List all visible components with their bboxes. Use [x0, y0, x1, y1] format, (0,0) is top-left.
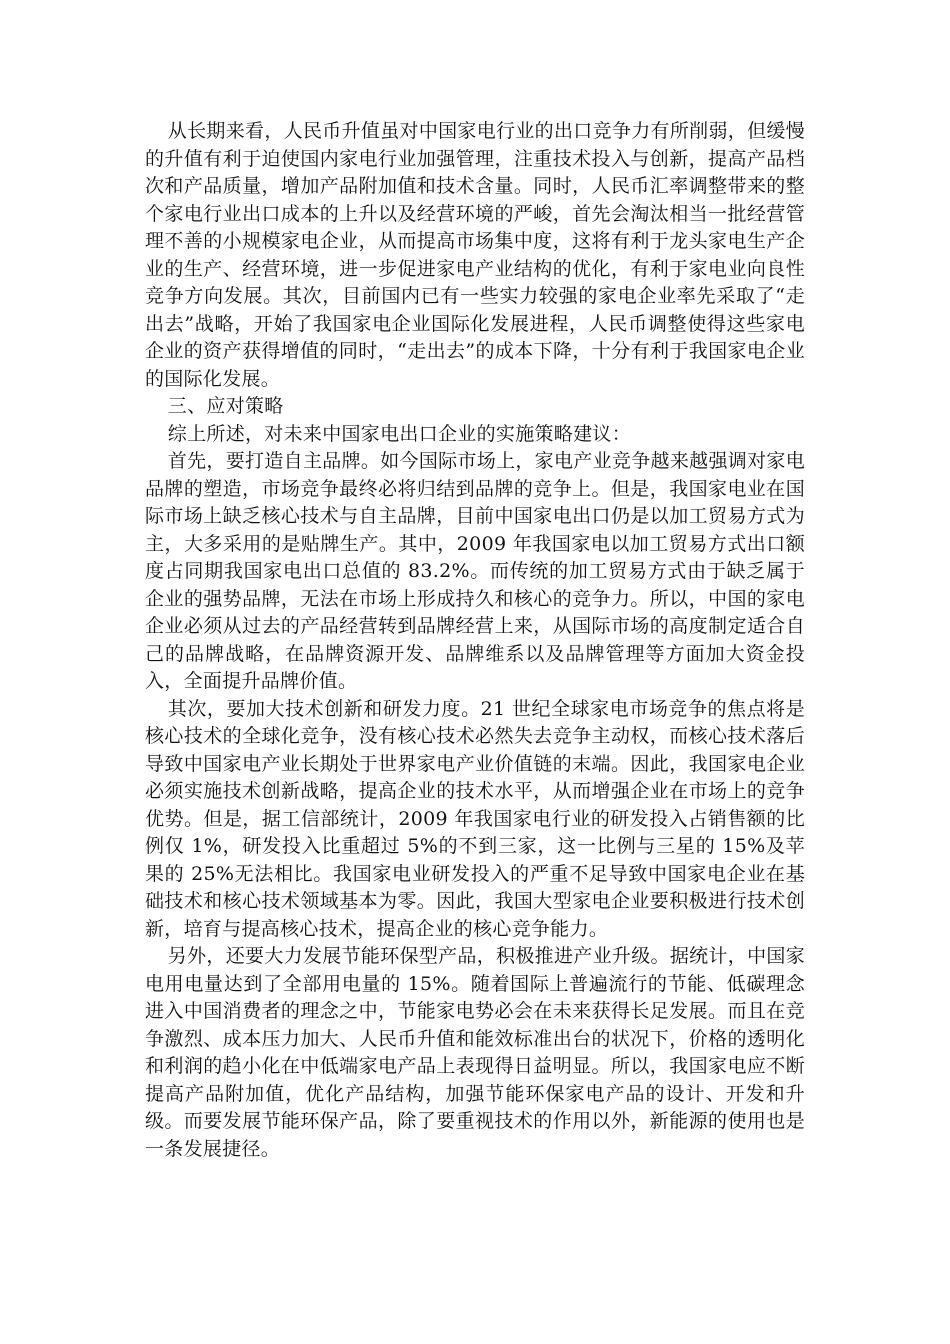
- paragraph-summary-intro: 综上所述，对未来中国家电出口企业的实施策略建议：: [167, 422, 631, 445]
- section-heading-strategies: 三、应对策略: [167, 395, 284, 417]
- paragraph-own-brand: 首先，要打造自主品牌。如今国际市场上，家电产业竞争越来越强调对家电品牌的塑造，市场竞争最终必将归结到品牌的竞争上。但是，我国家电业在国际市场上缺乏核心技术与自主品牌，目前中国家电出口仍是以加工贸易方式为主，大多采用的是贴牌生产。其中，2009 年我国家电以加工贸易方式出口额度占同期我国家电出口总值的 83.2%。而传统的加工贸易方式由于缺乏属于企业的强势品牌，无法在市场上形成持久和核心的竞争力。所以，中国的家电企业必须从过去的产品经营转到品牌经营上来，从国际市场的高度制定适合自己的品牌战略，在品牌资源开发、品牌维系以及品牌管理等方面加大资金投入，全面提升品牌价值。: [145, 450, 805, 692]
- paragraph-energy-saving: 另外，还要大力发展节能环保型产品，积极推进产业升级。据统计，中国家电用电量达到了全部用电量的 15%。随着国际上普遍流行的节能、低碳理念进入中国消费者的理念之中，节能家电势必会在未来获得长足发展。而且在竞争激烈、成本压力加大、人民币升值和能效标准出台的状况下，价格的透明化和利润的趋小化在中低端家电产品上表现得日益明显。所以，我国家电应不断提高产品附加值，优化产品结构，加强节能环保家电产品的设计、开发和升级。而要发展节能环保产品，除了要重视技术的作用以外，新能源的使用也是一条发展捷径。: [145, 945, 805, 1160]
- document-body: [145, 118, 805, 1163]
- paragraph-rmb-appreciation-long-term: 从长期来看，人民币升值虽对中国家电行业的出口竞争力有所削弱，但缓慢的升值有利于迫使国内家电行业加强管理，注重技术投入与创新，提高产品档次和产品质量，增加产品附加值和技术含量。同时，人民币汇率调整带来的整个家电行业出口成本的上升以及经营环境的严峻，首先会淘汰相当一批经营管理不善的小规模家电企业，从而提高市场集中度，这将有利于龙头家电生产企业的生产、经营环境，进一步促进家电产业结构的优化，有利于家电业向良性竞争方向发展。其次，目前国内已有一些实力较强的家电企业率先采取了“走出去”战略，开始了我国家电企业国际化发展进程，人民币调整使得这些家电企业的资产获得增值的同时，“走出去”的成本下降，十分有利于我国家电企业的国际化发展。: [145, 120, 805, 390]
- paragraph-tech-innovation: 其次，要加大技术创新和研发力度。21 世纪全球家电市场竞争的焦点将是核心技术的全球化竞争，没有核心技术必然失去竞争主动权，而核心技术落后导致中国家电产业长期处于世界家电产业价值链的末端。因此，我国家电企业必须实施技术创新战略，提高企业的技术水平，从而增强企业在市场上的竞争优势。但是，据工信部统计，2009 年我国家电行业的研发投入占销售额的比例仅 1%，研发投入比重超过 5%的不到三家，这一比例与三星的 15%及苹果的 25%无法相比。我国家电业研发投入的严重不足导致中国家电企业在基础技术和核心技术领域基本为零。因此，我国大型家电企业要积极进行技术创新，培育与提高核心技术，提高企业的核心竞争能力。: [145, 697, 805, 940]
